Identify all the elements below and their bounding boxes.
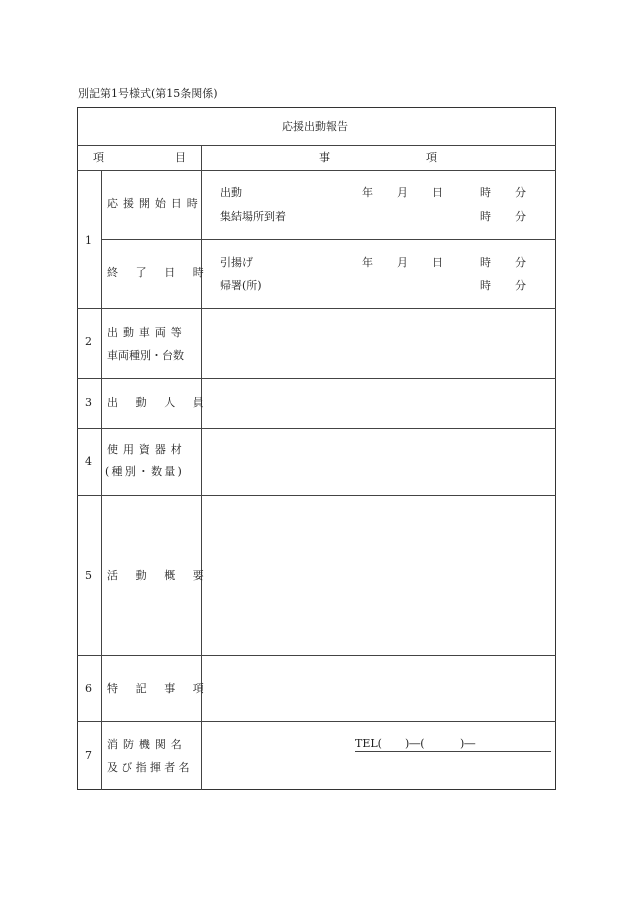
divider: [77, 145, 556, 146]
year-label: 年: [362, 186, 373, 199]
fire-agency-label: 消防機関名: [107, 738, 187, 751]
header-item-b: 目: [175, 151, 186, 164]
minute-label: 分: [515, 186, 526, 199]
divider: [77, 428, 556, 429]
row-number: 6: [85, 682, 92, 695]
tel-end: )―: [460, 737, 476, 750]
hour-label: 時: [480, 256, 491, 269]
row-number: 7: [85, 749, 92, 762]
row-number: 5: [85, 569, 92, 582]
row-number: 4: [85, 455, 92, 468]
start-datetime-label: 応援開始日時: [107, 197, 203, 210]
divider: [77, 170, 556, 171]
day-label: 日: [432, 186, 443, 199]
commander-label: 及び指揮者名: [107, 761, 193, 774]
minute-label: 分: [515, 279, 526, 292]
hour-label: 時: [480, 279, 491, 292]
divider: [77, 495, 556, 496]
tel-underline: [355, 751, 551, 752]
divider: [77, 378, 556, 379]
divider: [101, 170, 102, 790]
month-label: 月: [397, 256, 408, 269]
header-matter-b: 項: [426, 151, 437, 164]
withdraw-label: 引揚げ: [220, 256, 253, 269]
tel-prefix: TEL(: [355, 737, 382, 750]
header-matter-a: 事: [319, 151, 330, 164]
day-label: 日: [432, 256, 443, 269]
hour-label: 時: [480, 210, 491, 223]
vehicles-label: 出動車両等: [107, 326, 187, 339]
hour-label: 時: [480, 186, 491, 199]
divider: [101, 239, 556, 240]
personnel-label: 出動人員: [107, 396, 222, 409]
special-notes-label: 特記事項: [107, 682, 222, 695]
dispatch-label: 出動: [220, 186, 242, 199]
divider: [77, 721, 556, 722]
arrival-label: 集結場所到着: [220, 210, 286, 223]
equipment-label: 使用資器材: [107, 443, 187, 456]
row-number: 1: [85, 234, 92, 247]
month-label: 月: [397, 186, 408, 199]
form-title: 応援出動報告: [282, 120, 348, 133]
activity-summary-label: 活動概要: [107, 569, 222, 582]
end-datetime-label: 終了日時: [107, 266, 222, 279]
divider: [77, 308, 556, 309]
vehicle-type-label: 車両種別・台数: [107, 349, 184, 362]
minute-label: 分: [515, 256, 526, 269]
minute-label: 分: [515, 210, 526, 223]
form-caption: 別記第1号様式(第15条関係): [78, 87, 218, 100]
equipment-detail-label: (種別・数量): [105, 465, 184, 478]
divider: [77, 655, 556, 656]
row-number: 3: [85, 396, 92, 409]
year-label: 年: [362, 256, 373, 269]
tel-separator: )―(: [405, 737, 425, 750]
header-item-a: 項: [93, 151, 104, 164]
return-label: 帰署(所): [220, 279, 262, 292]
row-number: 2: [85, 335, 92, 348]
